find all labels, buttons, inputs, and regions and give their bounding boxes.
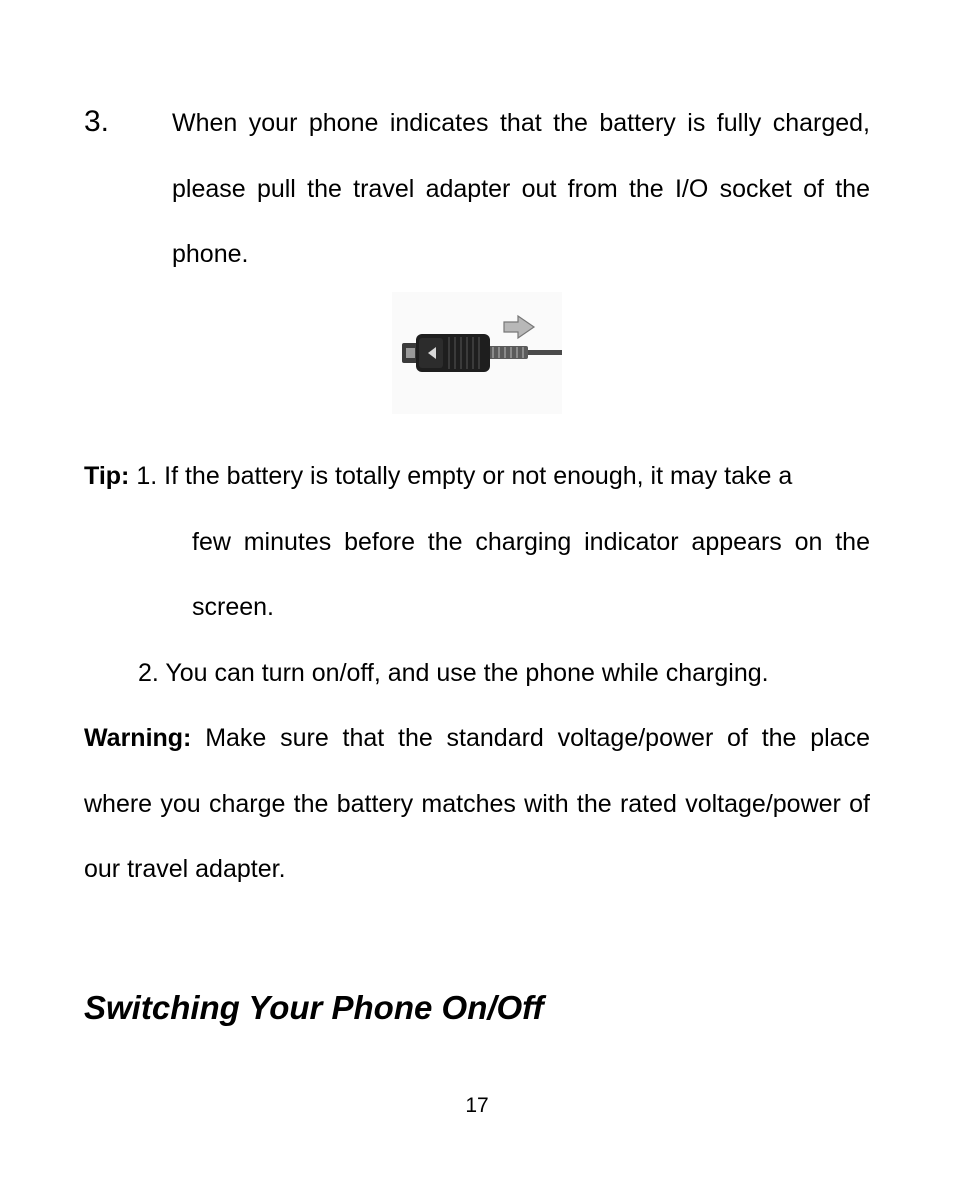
tip-label: Tip: <box>84 462 130 490</box>
tip-item-2: 2. You can turn on/off, and use the phone while charging. <box>138 658 769 687</box>
tip-item-1-continued: few minutes before the charging indicator appears on the screen. <box>192 527 870 621</box>
tip-item-1-first-line: If the battery is totally empty or not enough, it may take a <box>164 462 793 490</box>
warning-paragraph <box>84 706 870 903</box>
warning-label: Warning: <box>84 724 192 752</box>
step-number: 3. <box>84 105 110 138</box>
warning-text: Make sure that the standard voltage/power of the place where you charge the battery matches with the rated voltage/power of our travel adapter. <box>84 724 870 883</box>
section-heading: Switching Your Phone On/Off <box>84 989 544 1026</box>
travel-adapter-plug-pull-icon <box>392 292 562 414</box>
step-text: When your phone indicates that the battery is fully charged, please pull the travel adapter out from the I/O socket of the phone. <box>172 109 870 268</box>
travel-adapter-figure <box>392 292 562 414</box>
tip-item-1 <box>84 444 870 510</box>
page-number: 17 <box>465 1094 489 1117</box>
tip-item-1-number: 1. <box>136 462 158 490</box>
